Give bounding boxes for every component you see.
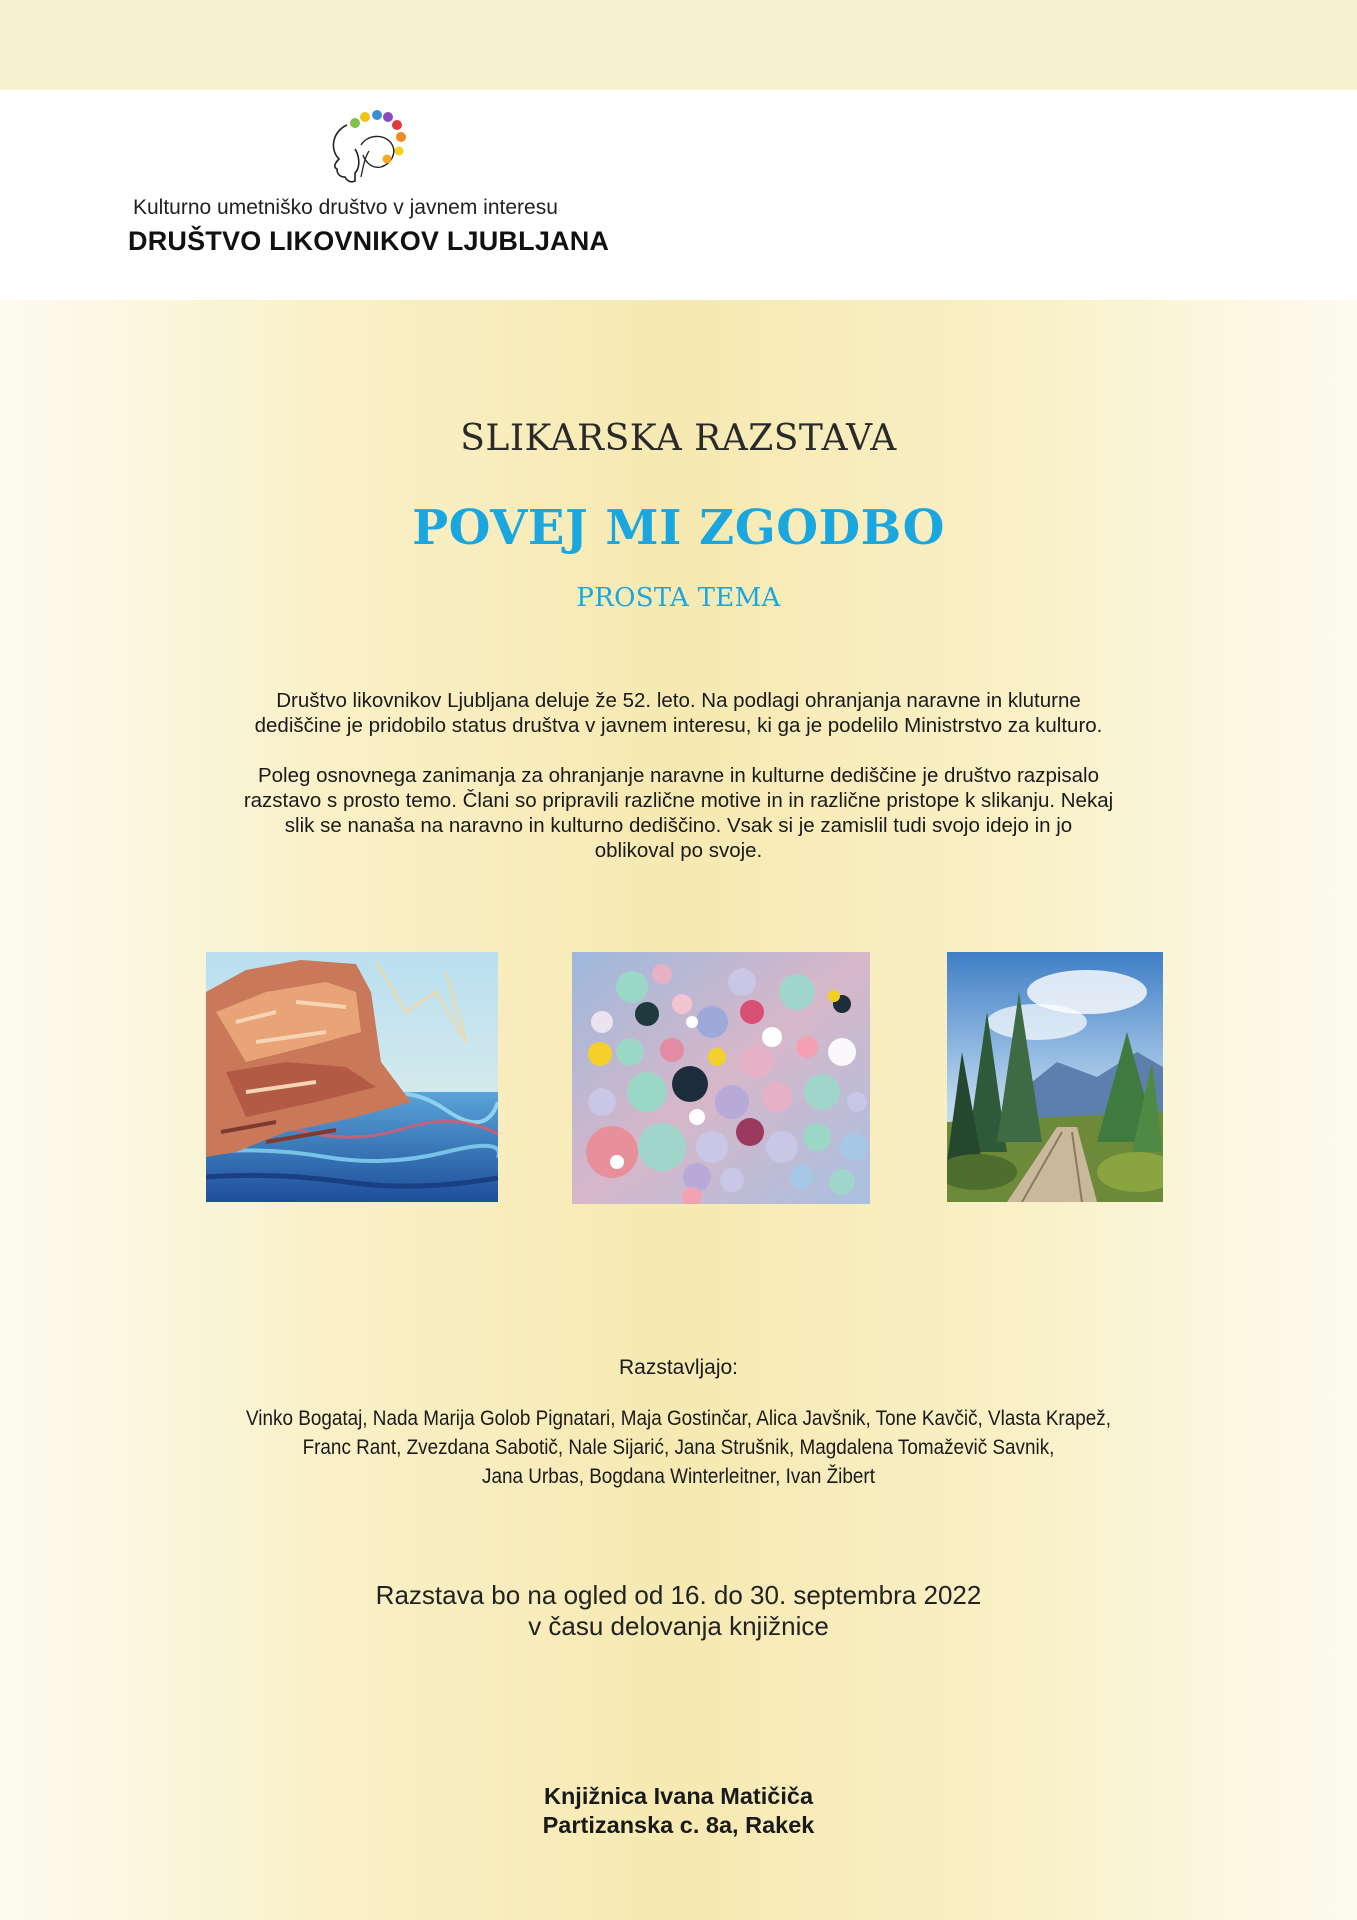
painting-cliff-sea — [206, 952, 498, 1202]
palette-head-logo-icon — [325, 105, 410, 185]
paragraph-line: oblikoval po svoje. — [594, 839, 763, 862]
painting-circles — [572, 952, 870, 1204]
venue — [0, 1782, 1357, 1840]
org-name: DRUŠTVO LIKOVNIKOV LJUBLJANA — [128, 226, 610, 256]
top-band — [0, 0, 1357, 90]
header — [0, 90, 1357, 300]
paragraph-line: Društvo likovnikov Ljubljana deluje že 52. leto. Na podlagi ohranjanja naravne in kluturne — [276, 689, 1081, 712]
paragraph-line: slik se nanaša na naravno in kulturno dediščino. Vsak si je zamislil tudi svojo idejo in jo — [284, 814, 1073, 837]
venue-address: Partizanska c. 8a, Rakek — [542, 1812, 815, 1838]
description-paragraph-1 — [0, 688, 1357, 738]
org-subtitle: Kulturno umetniško društvo v javnem interesu — [133, 196, 558, 219]
exhibitors-line: Vinko Bogataj, Nada Marija Golob Pignatari, Maja Gostinčar, Alica Javšnik, Tone Kavčič, Vlasta Krapež, — [246, 1407, 1111, 1430]
event-title: POVEJ MI ZGODBO — [412, 500, 945, 556]
exhibitors-list — [68, 1404, 1289, 1491]
paragraph-line: razstavo s prosto temo. Člani so pripravili različne motive in in različne pristope k slikanju. Nekaj — [243, 789, 1114, 812]
exhibition-dates — [0, 1580, 1357, 1642]
venue-name: Knjižnica Ivana Matičiča — [543, 1783, 814, 1809]
event-kicker: SLIKARSKA RAZSTAVA — [460, 418, 897, 459]
exhibitors-label: Razstavljajo: — [618, 1356, 739, 1379]
painting-trees-path — [947, 952, 1163, 1202]
paragraph-line: dediščine je pridobilo status društva v javnem interesu, ki ga je podelilo Ministrstvo za kulturo. — [254, 714, 1103, 737]
exhibitors-line: Jana Urbas, Bogdana Winterleitner, Ivan Žibert — [482, 1465, 875, 1488]
paragraph-line: Poleg osnovnega zanimanja za ohranjanje naravne in kulturne dediščine je društvo razpisalo — [257, 764, 1100, 787]
description-paragraph-2 — [0, 763, 1357, 863]
dates-line: Razstava bo na ogled od 16. do 30. septembra 2022 — [375, 1580, 982, 1610]
exhibitors-line: Franc Rant, Zvezdana Sabotič, Nale Sijarić, Jana Strušnik, Magdalena Tomaževič Savnik, — [302, 1436, 1055, 1459]
event-theme: PROSTA TEMA — [576, 583, 781, 613]
dates-line: v času delovanja knjižnice — [528, 1611, 829, 1641]
